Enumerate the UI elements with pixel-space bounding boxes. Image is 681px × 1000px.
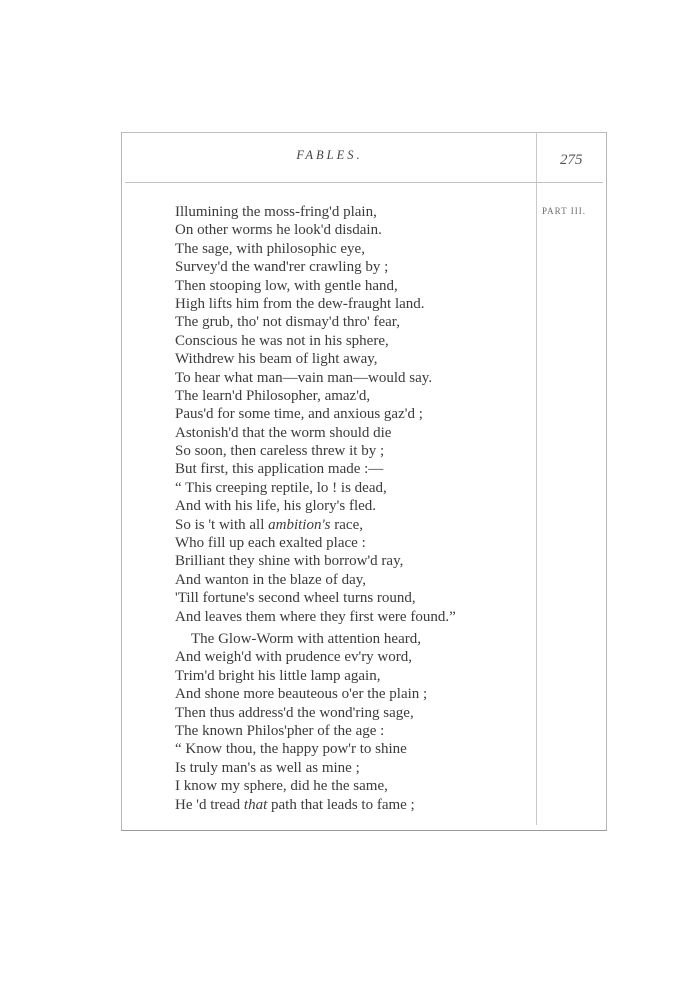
poem-line: Survey'd the wand'rer crawling by ; — [175, 259, 389, 276]
poem-line: Who fill up each exalted place : — [175, 535, 366, 552]
poem-line-segment: path that leads to fame ; — [267, 796, 415, 813]
poem-stanza-2 — [175, 630, 427, 814]
poem-line: The known Philos'pher of the age : — [175, 722, 385, 739]
poem-line-segment: He 'd tread — [175, 796, 244, 813]
poem-line: On other worms he look'd disdain. — [175, 222, 382, 239]
poem-stanza-1 — [175, 203, 456, 626]
poem-line: The Glow-Worm with attention heard, — [191, 631, 421, 647]
poem-line-italic: ambition's — [268, 516, 331, 533]
poem-line-italic: that — [243, 796, 268, 813]
poem-line: And weigh'd with prudence ev'ry word, — [175, 649, 413, 666]
poem-line: 'Till fortune's second wheel turns round, — [175, 590, 416, 607]
poem-line: Astonish'd that the worm should die — [175, 424, 392, 441]
poem-line: Illumining the moss-fring'd plain, — [175, 204, 377, 220]
poem-line: The grub, tho' not dismay'd thro' fear, — [175, 314, 400, 331]
poem-line: Then stooping low, with gentle hand, — [175, 277, 398, 294]
poem-line: Paus'd for some time, and anxious gaz'd ; — [175, 406, 423, 423]
page-number: 275 — [560, 152, 583, 168]
poem-line: “ Know thou, the happy pow'r to shine — [175, 741, 407, 758]
running-head: FABLES. — [296, 148, 363, 162]
poem-line: But first, this application made :— — [175, 461, 384, 478]
poem-line: Is truly man's as well as mine ; — [175, 759, 360, 776]
poem-line: And with his life, his glory's fled. — [175, 498, 377, 515]
poem-line: I know my sphere, did he the same, — [175, 778, 388, 795]
poem-line: High lifts him from the dew-fraught land. — [175, 295, 425, 312]
poem-line: So soon, then careless threw it by ; — [175, 443, 385, 460]
poem-line: To hear what man—vain man—would say. — [175, 369, 433, 386]
margin-column-divider — [536, 132, 537, 825]
part-label: PART III. — [542, 206, 586, 216]
poem-line: And leaves them where they first were found.” — [175, 608, 456, 625]
poem-line: The sage, with philosophic eye, — [175, 240, 365, 257]
footer-rule — [121, 830, 607, 831]
poem-line: Conscious he was not in his sphere, — [175, 332, 389, 349]
poem-line: The learn'd Philosopher, amaz'd, — [175, 387, 371, 404]
poem-line: Then thus address'd the wond'ring sage, — [175, 704, 414, 721]
poem-line-segment: So is 't with all — [175, 516, 269, 533]
poem-line: “ This creeping reptile, lo ! is dead, — [175, 479, 387, 496]
poem-line: Withdrew his beam of light away, — [175, 351, 378, 368]
header-rule — [125, 182, 603, 183]
poem-line — [175, 796, 427, 814]
poem-line: Brilliant they shine with borrow'd ray, — [175, 553, 404, 570]
poem-line — [175, 516, 456, 534]
poem-line: And shone more beauteous o'er the plain ; — [175, 686, 428, 703]
poem-line: And wanton in the blaze of day, — [175, 571, 367, 588]
poem-line-segment: race, — [330, 516, 363, 533]
poem-line: Trim'd bright his little lamp again, — [175, 667, 381, 684]
